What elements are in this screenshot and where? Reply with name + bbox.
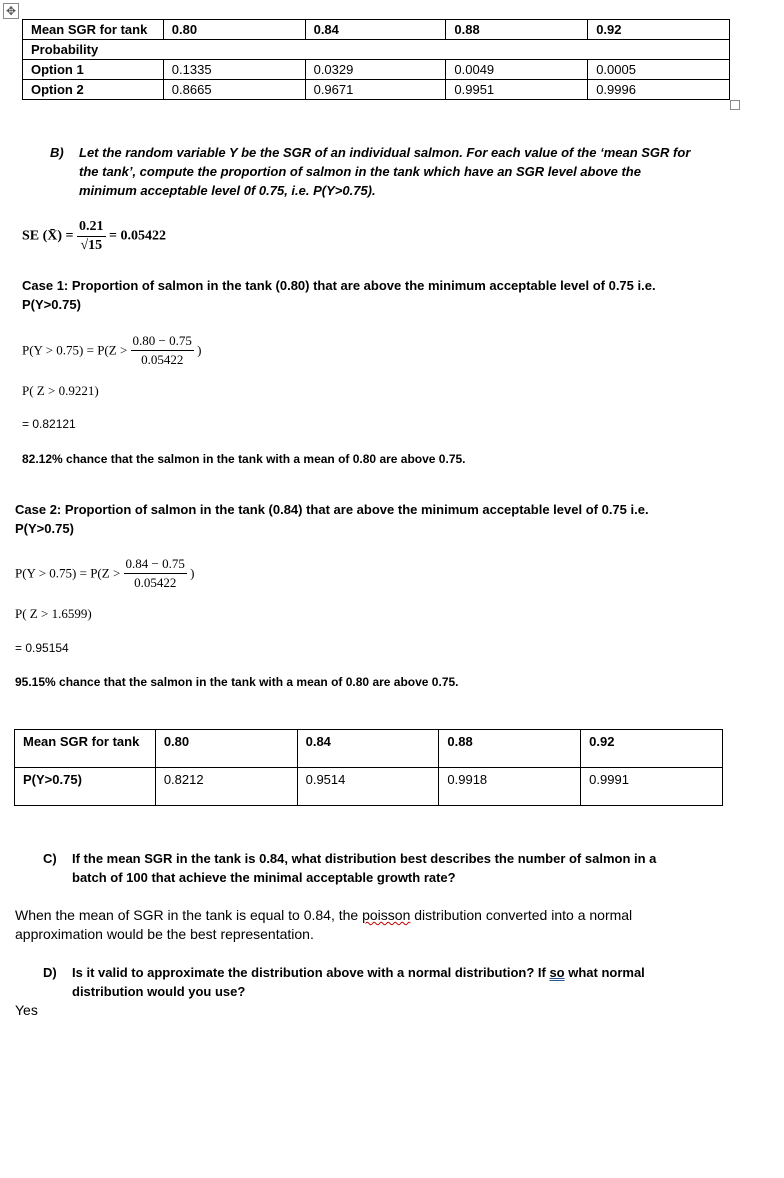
table-cell: 0.1335 [163,60,305,80]
question-b-marker: B) [50,145,64,160]
case-1-numerator: 0.80 − 0.75 [131,332,194,351]
table-cell: 0.9991 [581,768,723,806]
case-1-heading [22,276,762,314]
se-denominator: √15 [80,238,103,253]
question-d-marker: D) [43,965,57,980]
table-cell: 0.9951 [446,80,588,100]
table-header-cell: Mean SGR for tank [15,730,156,768]
table-resize-handle[interactable] [730,100,740,110]
question-c-text [72,849,762,887]
question-d-line: distribution would you use? [72,984,246,999]
question-b-line: the tank’, compute the proportion of salmon in the tank which have an SGR level above the [79,164,641,179]
table-header-cell: 0.88 [439,730,581,768]
case-2-heading-line: P(Y>0.75) [15,521,74,536]
spelling-flagged-word[interactable]: poisson [362,907,411,923]
case-1-result: = 0.82121 [22,417,76,431]
table-header-cell: 0.84 [297,730,439,768]
table-cell: 0.9918 [439,768,581,806]
question-c-marker: C) [43,851,57,866]
case-1-conclusion: 82.12% chance that the salmon in the tank with a mean of 0.80 are above 0.75. [22,452,466,466]
table-row [15,768,723,806]
case-2-fraction [124,555,187,592]
probability-table [22,19,730,100]
answer-c-text [15,906,765,944]
answer-c-line [15,906,765,925]
table-row [23,40,730,60]
table-header-cell: 0.88 [446,20,588,40]
case-1-heading-line: Case 1: Proportion of salmon in the tank (0.80) that are above the minimum acceptable level of 0.75 i.e. [22,278,656,293]
case-1-equation [22,332,201,369]
question-b-line: Let the random variable Y be the SGR of an individual salmon. For each value of the ‘mean SGR for [79,145,691,160]
table-row [23,80,730,100]
question-d-text [72,963,762,1001]
case-2-pz: P( Z > 1.6599) [15,606,92,621]
question-b-text [79,143,769,200]
case-2-eq-close: ) [190,565,195,581]
case-1-pz: P( Z > 0.9221) [22,383,99,398]
case-2-equation [15,555,194,592]
table-row [15,730,723,768]
table-row-label: Option 1 [23,60,164,80]
case-1-heading-line: P(Y>0.75) [22,297,81,312]
answer-c-part: When the mean of SGR in the tank is equal to 0.84, the [15,907,363,923]
answer-c-line: approximation would be the best representation. [15,926,314,942]
table-cell: 0.8212 [155,768,297,806]
standard-error-equation [22,218,166,255]
table-header-cell: Mean SGR for tank [23,20,164,40]
se-result: = 0.05422 [109,228,167,244]
results-table [14,729,723,806]
case-1-eq-lhs: P(Y > 0.75) = P(Z > [22,342,128,358]
grammar-flagged-word[interactable]: so [549,965,565,980]
answer-d-text: Yes [15,1002,38,1018]
question-b-line: minimum acceptable level 0f 0.75, i.e. P(Y>0.75). [79,183,376,198]
case-2-heading [15,500,755,538]
table-cell: 0.9996 [588,80,730,100]
table-row [23,20,730,40]
case-1-fraction [131,332,194,369]
table-header-cell: 0.92 [588,20,730,40]
table-header-cell: 0.84 [305,20,446,40]
answer-c-part: distribution converted into a normal [410,907,633,923]
question-d-part: what normal [564,965,645,980]
case-2-eq-lhs: P(Y > 0.75) = P(Z > [15,565,121,581]
case-2-result: = 0.95154 [15,641,69,655]
case-2-numerator: 0.84 − 0.75 [124,555,187,574]
table-cell: 0.0049 [446,60,588,80]
se-numerator: 0.21 [77,218,106,237]
table-subheader-cell: Probability [23,40,730,60]
table-cell: 0.9671 [305,80,446,100]
case-2-denominator: 0.05422 [134,575,177,590]
table-row-label: Option 2 [23,80,164,100]
table-cell: 0.8665 [163,80,305,100]
question-c-line: If the mean SGR in the tank is 0.84, what distribution best describes the number of salmon in a [72,851,657,866]
table-move-handle-icon[interactable]: ✥ [3,3,19,19]
table-row [23,60,730,80]
case-2-conclusion: 95.15% chance that the salmon in the tank with a mean of 0.80 are above 0.75. [15,675,459,689]
question-d-line [72,963,762,982]
table-cell: 0.9514 [297,768,439,806]
table-row-label: P(Y>0.75) [15,768,156,806]
case-1-denominator: 0.05422 [141,352,184,367]
question-c-line: batch of 100 that achieve the minimal acceptable growth rate? [72,870,456,885]
question-d-part: Is it valid to approximate the distribution above with a normal distribution? If [72,965,550,980]
case-1-eq-close: ) [197,342,202,358]
table-header-cell: 0.92 [581,730,723,768]
table-cell: 0.0329 [305,60,446,80]
table-header-cell: 0.80 [155,730,297,768]
se-lhs: SE (X̄) = [22,228,74,244]
case-2-heading-line: Case 2: Proportion of salmon in the tank (0.84) that are above the minimum acceptable level of 0.75 i.e. [15,502,649,517]
table-cell: 0.0005 [588,60,730,80]
se-fraction [77,218,106,255]
table-header-cell: 0.80 [163,20,305,40]
